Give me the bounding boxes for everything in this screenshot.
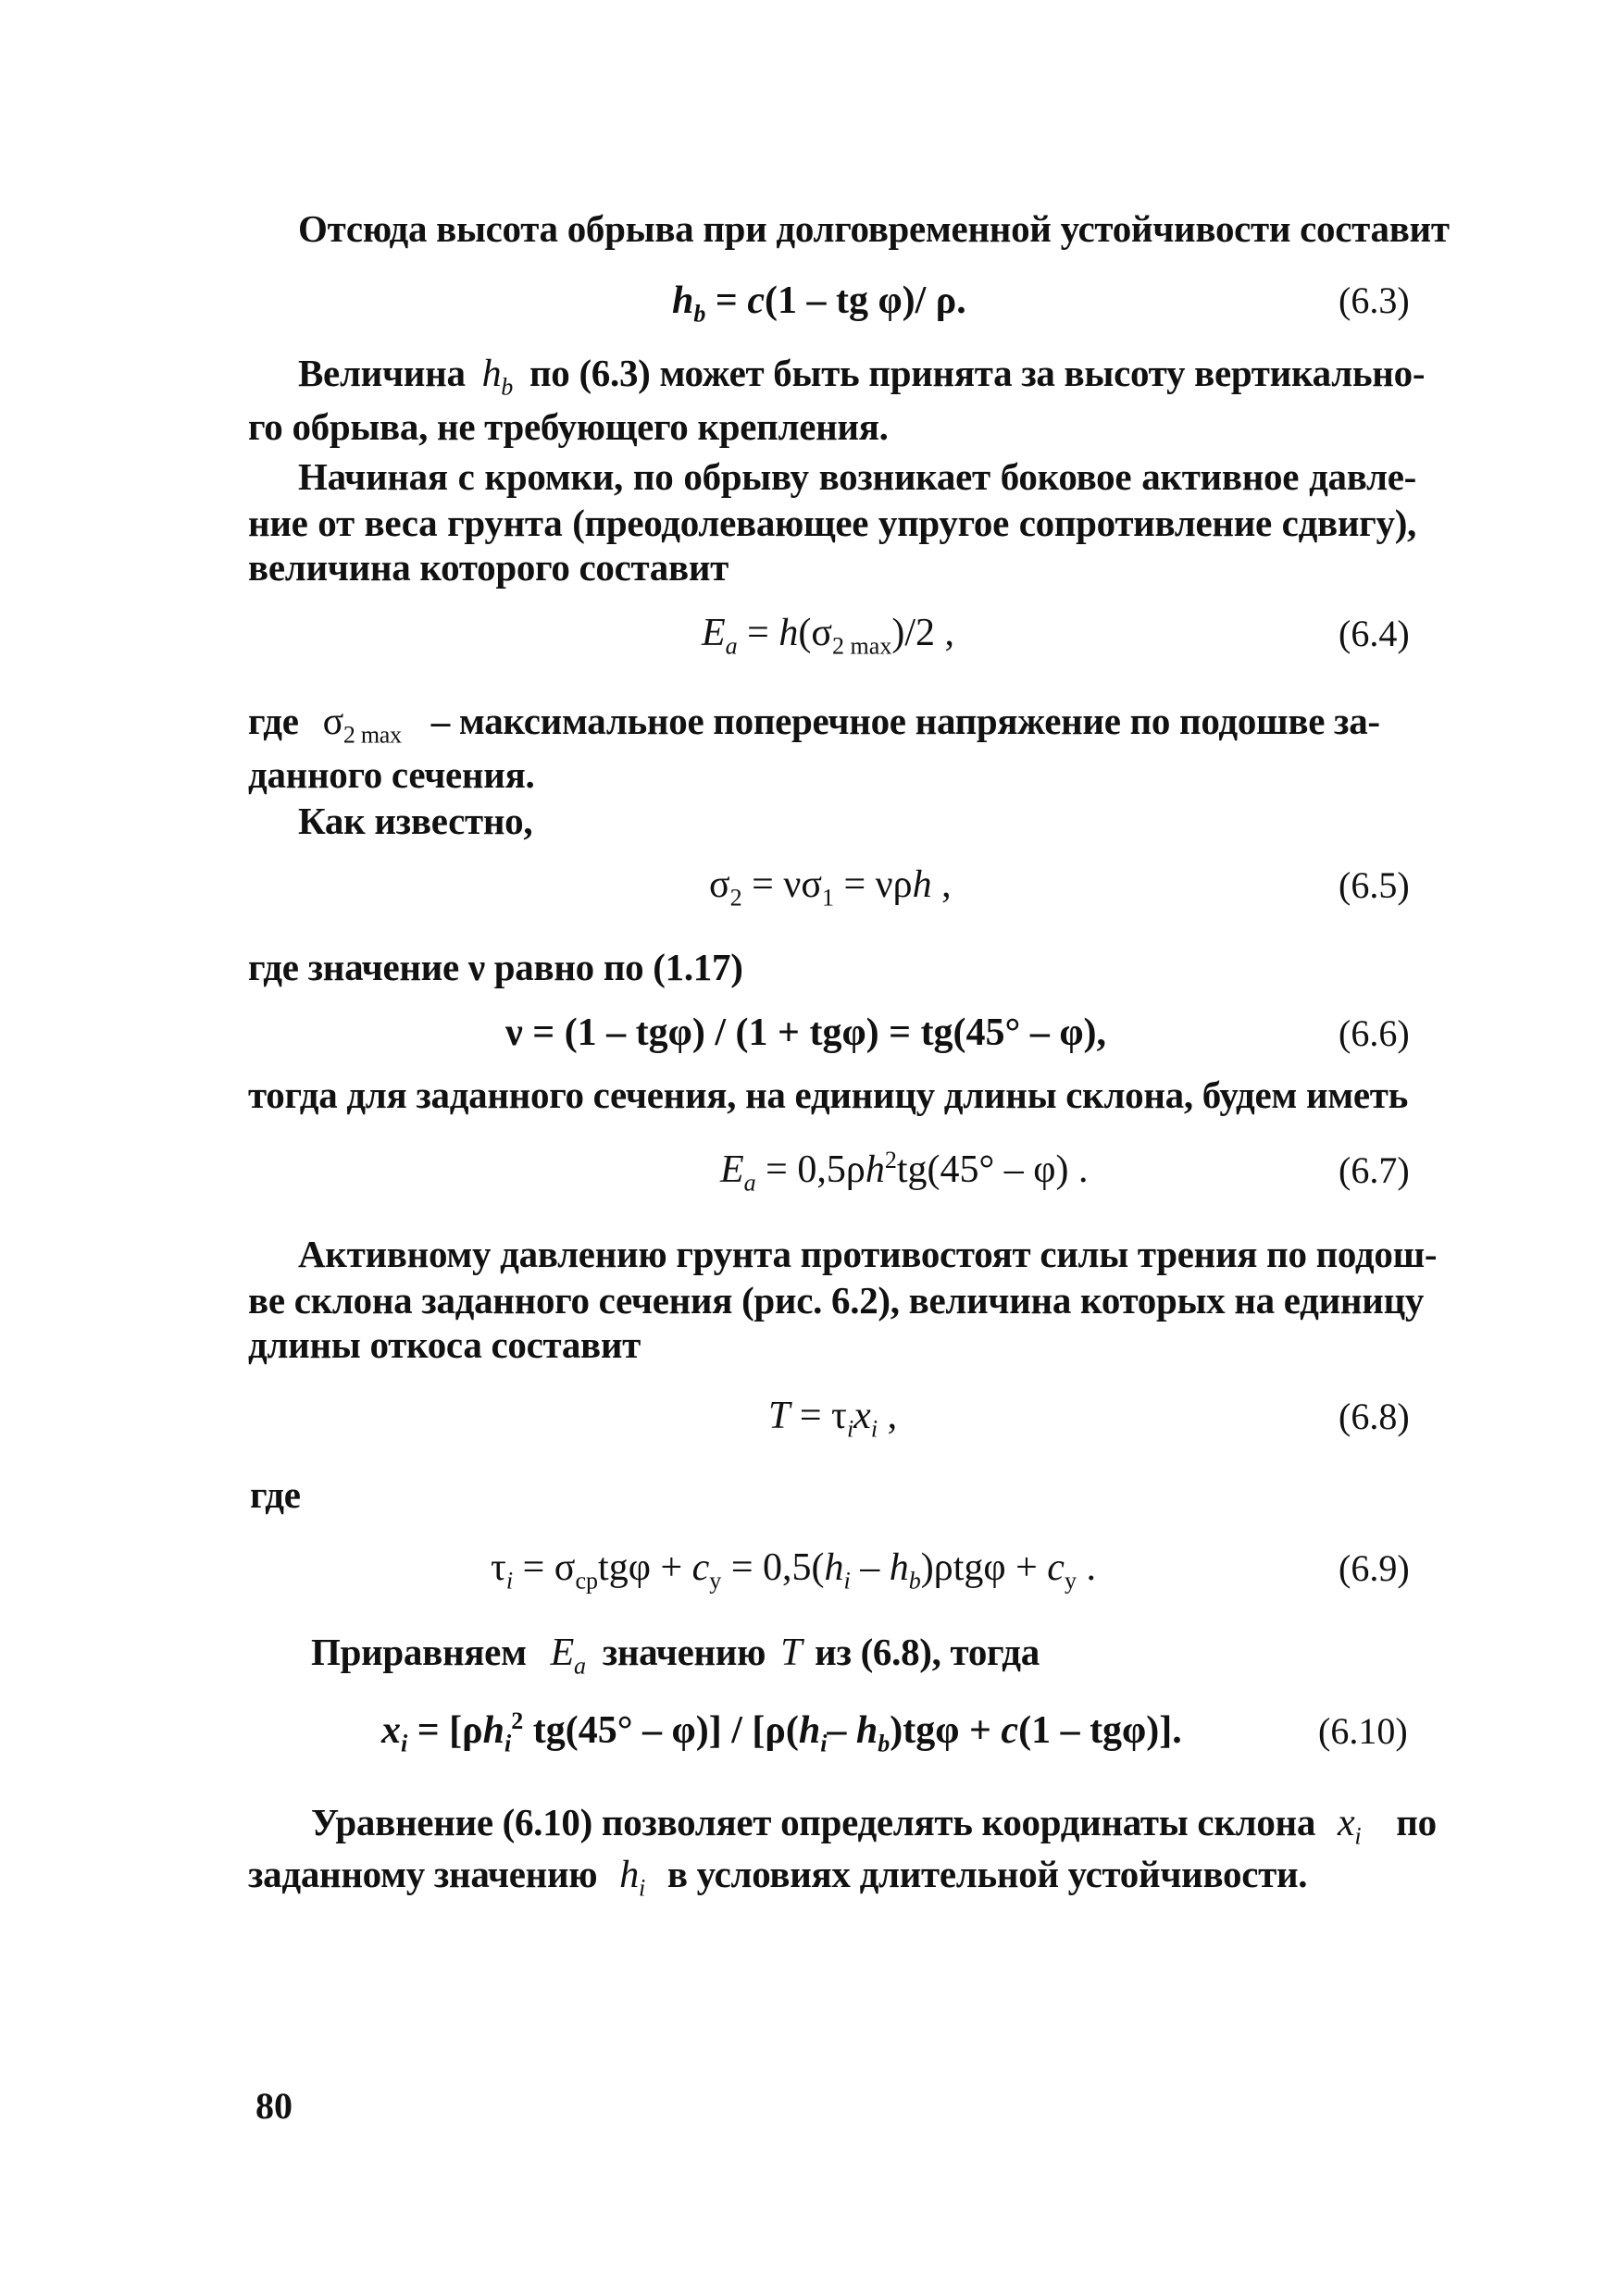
equation-number-6-9: (6.9) — [1339, 1547, 1410, 1589]
formula-6-9: $\tau_i = \sigma_{ср}tg\varphi + c_у = 0,5(h_i - h_b)\rho tg\varphi + c_у$ . — [491, 1546, 1096, 1595]
formula-6-3: $h_b = c(1$ – tg φ)/ ρ. — [672, 279, 966, 328]
equation-number-6-7: (6.7) — [1339, 1149, 1410, 1191]
formula-6-8: $T = \tau_ix_i$ , — [768, 1395, 898, 1443]
text-line-18 — [248, 1851, 1308, 1902]
formula-6-4: $E_a = h(\sigma_{2 max})/2$ , — [702, 612, 954, 660]
inline-var-sigma2max: $\sigma_{2 max}$ — [322, 701, 402, 749]
text-line-12: Активному давлению грунта противостоят силы трения по подош- — [298, 1233, 1438, 1275]
text-fragment-velichina: Величина — [298, 352, 466, 394]
formula-6-6: ν = (1 – tgφ) / (1 + tgφ) = tg(45° – φ), — [505, 1011, 1107, 1054]
text-line-3: го обрыва, не требующего крепления. — [248, 405, 889, 448]
equation-number-6-10: (6.10) — [1318, 1710, 1408, 1752]
text-fragment-gde: где — [248, 700, 299, 742]
page-number: 80 — [255, 2085, 293, 2127]
formula-6-10: $x_i = [\rho h_i^2$ $tg(45^\circ - \varphi)] / [\rho(h_i-$ $h_b)tg\varphi + c(1 - tg\varphi)$]. — [381, 1707, 1182, 1757]
equation-number-6-6: (6.6) — [1339, 1012, 1410, 1054]
inline-var-ea: $E_a$ — [550, 1632, 586, 1680]
text-fragment-zadannomu-znacheniyu: заданному значению — [248, 1853, 598, 1895]
equation-number-6-5: (6.5) — [1339, 864, 1410, 906]
equation-number-6-4: (6.4) — [1339, 613, 1410, 654]
formula-6-7: $E_a = 0,5\rho h^2tg(45^\circ - \varphi)$ . — [720, 1147, 1089, 1197]
text-line-7 — [248, 698, 1380, 749]
text-line-1: Отсюда высота обрыва при долговременной устойчивости составит — [298, 207, 1450, 250]
text-fragment-max-napryazhenie: – максимальное поперечное напряжение по подошве за- — [430, 700, 1380, 742]
text-fragment-po: по — [1396, 1801, 1437, 1843]
text-fragment-po-6-3: по (6.3) может быть принята за высоту вертикально- — [529, 352, 1426, 394]
text-line-13: ве склона заданного сечения (рис. 6.2), величина которых на единицу — [248, 1279, 1425, 1322]
text-line-9: Как известно, — [298, 800, 533, 842]
text-line-10: где значение ν равно по (1.17) — [248, 946, 743, 988]
text-line-17 — [311, 1799, 1437, 1850]
equation-number-6-3: (6.3) — [1339, 279, 1410, 321]
text-line-5: ние от веса грунта (преодолевающее упругое сопротивление сдвигу), — [248, 502, 1416, 544]
text-line-2 — [298, 350, 1426, 401]
text-line-14: длины откоса составит — [248, 1323, 641, 1366]
text-line-8: данного сечения. — [248, 753, 535, 796]
formula-6-5: $\sigma_2 = \nu\sigma_1 = \nu\rho h$ , — [709, 863, 952, 912]
text-fragment-znacheniyu: значению — [602, 1631, 766, 1673]
text-line-15: где — [250, 1473, 301, 1516]
text-fragment-v-usloviyakh: в условиях длительной устойчивости. — [666, 1853, 1308, 1895]
equation-number-6-8: (6.8) — [1339, 1396, 1410, 1437]
inline-var-t: T — [780, 1632, 803, 1674]
text-fragment-uravnenie: Уравнение (6.10) позволяет определять координаты склона — [311, 1801, 1316, 1843]
text-line-16 — [311, 1629, 1040, 1680]
inline-var-hi: $h_i$ — [619, 1854, 645, 1902]
inline-var-xi: $x_i$ — [1338, 1802, 1362, 1850]
text-line-4: Начиная с кромки, по обрыву возникает боковое активное давле- — [298, 455, 1416, 498]
text-fragment-iz-6-8: из (6.8), тогда — [815, 1631, 1040, 1673]
text-line-11: тогда для заданного сечения, на единицу длины склона, будем иметь — [248, 1074, 1409, 1116]
text-fragment-priravnyaem: Приравняем — [311, 1631, 527, 1673]
inline-var-hb: $h_b$ — [481, 353, 514, 401]
text-line-6: величина которого составит — [248, 546, 729, 589]
